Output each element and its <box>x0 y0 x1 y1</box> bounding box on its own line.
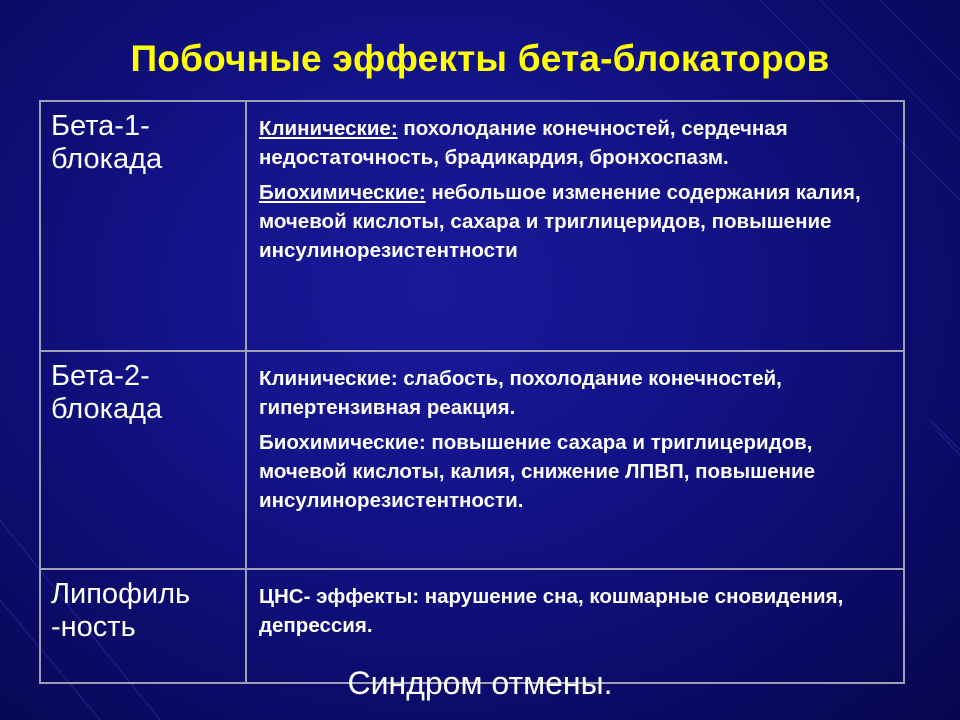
clinical-effects-paragraph <box>259 114 895 172</box>
biochemical-text: небольшое изменение содержания калия, мочевой кислоты, сахара и триглицеридов, повышение инсулинорезистентности <box>259 181 861 262</box>
clinical-effects-paragraph: Клинические: слабость, похолодание конечностей, гипертензивная реакция. <box>259 367 782 419</box>
row-label-line1: Бета-2- <box>51 360 150 392</box>
row-label-line1: Бета-1- <box>51 110 150 142</box>
row-label-line2: блокада <box>51 143 163 175</box>
cns-effects-paragraph: ЦНС- эффекты: нарушение сна, кошмарные сновидения, депрессия. <box>259 585 844 637</box>
row-label-line1: Липофиль <box>51 578 191 610</box>
biochemical-heading: Биохимические: <box>259 181 426 204</box>
row-content-beta2 <box>246 351 904 569</box>
clinical-text: похолодание конечностей, сердечная недостаточность, брадикардия, бронхоспазм. <box>259 117 788 169</box>
row-label-beta2 <box>40 351 246 569</box>
row-content-beta1 <box>246 101 904 351</box>
table-row-beta2 <box>40 351 904 569</box>
side-effects-table <box>39 100 905 684</box>
row-label-beta1 <box>40 101 246 351</box>
row-label-line2: -ность <box>51 611 136 643</box>
withdrawal-syndrome-note: Синдром отмены. <box>347 665 613 701</box>
table-row-beta1 <box>40 101 904 351</box>
slide-title: Побочные эффекты бета-блокаторов <box>130 38 830 79</box>
clinical-heading: Клинические: <box>259 117 398 140</box>
biochemical-effects-paragraph <box>259 178 895 265</box>
biochemical-effects-paragraph: Биохимические: повышение сахара и триглицеридов, мочевой кислоты, калия, снижение ЛПВП, повышение инсулинорезистентности. <box>259 431 816 512</box>
row-label-line2: блокада <box>51 393 163 425</box>
